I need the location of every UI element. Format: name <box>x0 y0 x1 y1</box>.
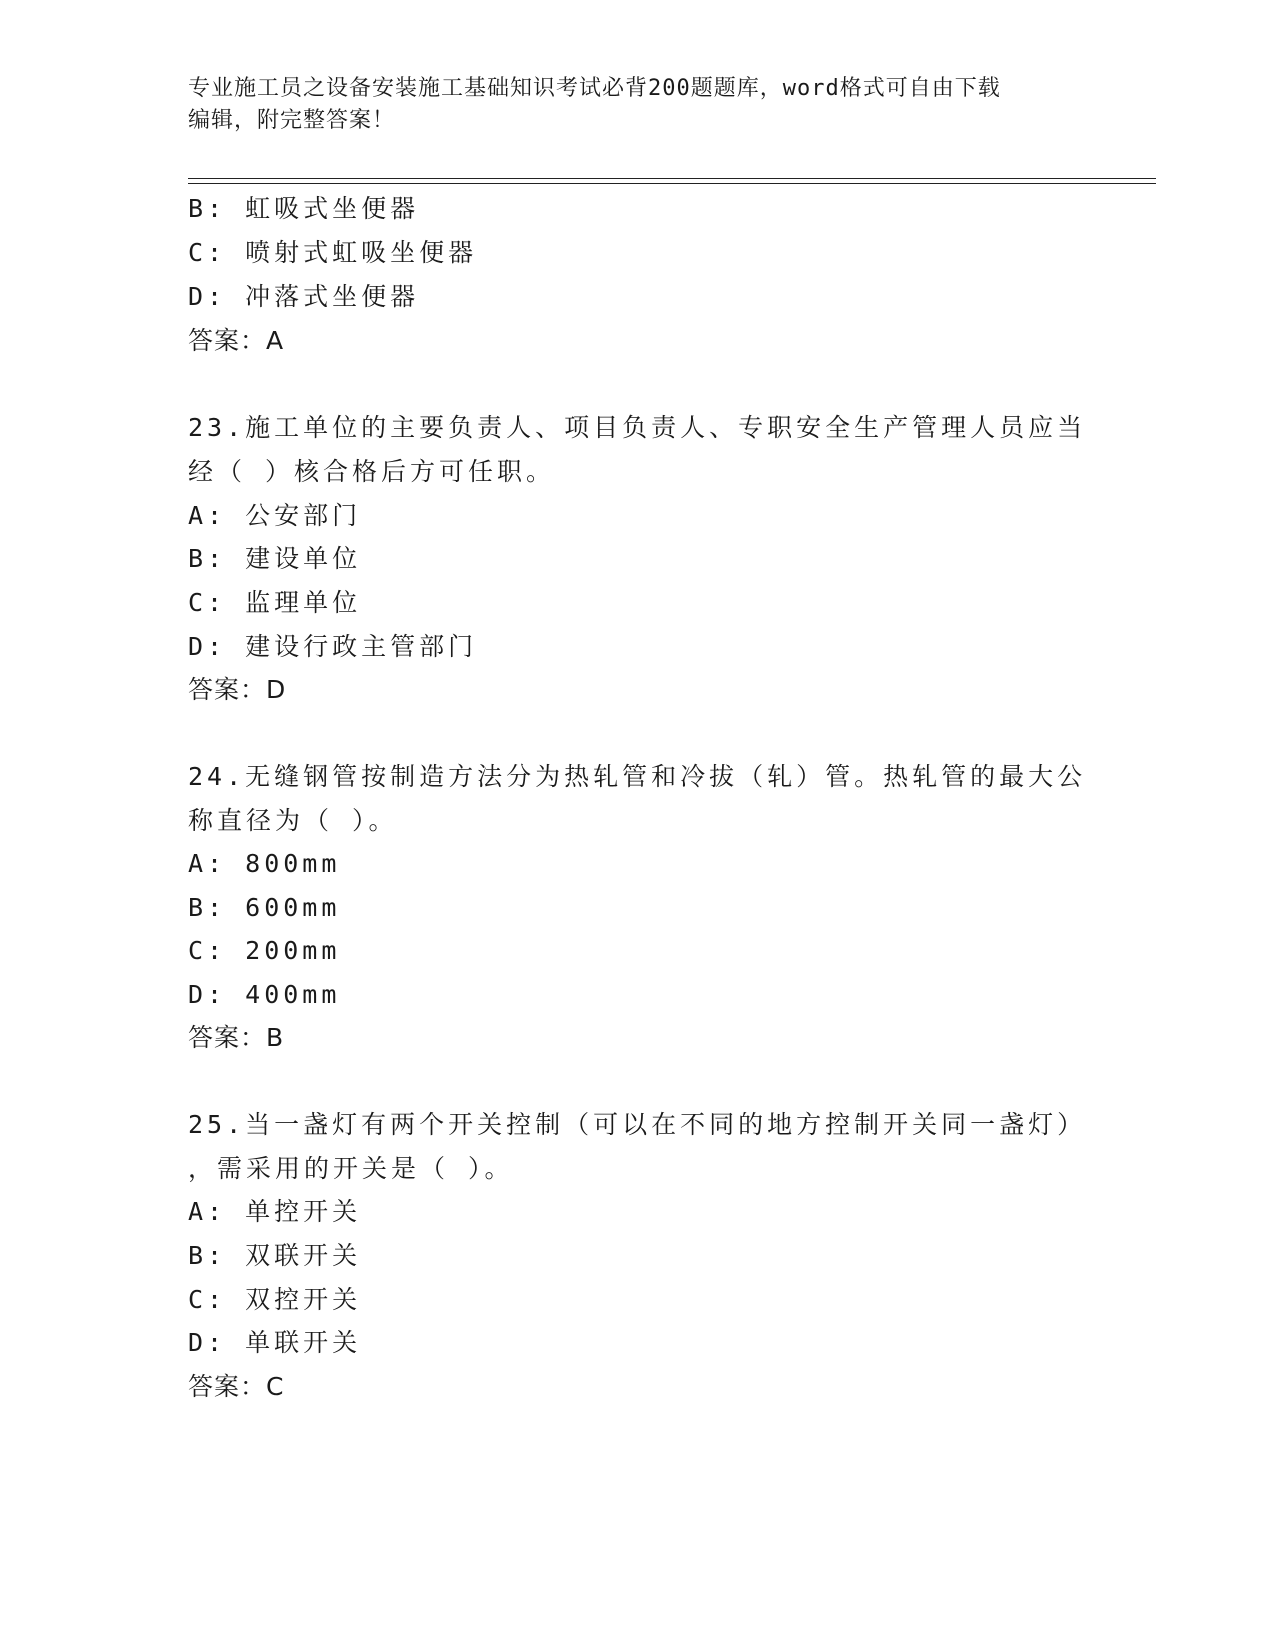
q23-stem-line-1: 23.施工单位的主要负责人、项目负责人、专职安全生产管理人员应当 <box>188 413 1087 442</box>
q24-option-b: B: 600mm <box>188 893 341 922</box>
q24-stem-line-1: 24.无缝钢管按制造方法分为热轧管和冷拔（轧）管。热轧管的最大公 <box>188 762 1087 791</box>
q22-option-c: C: 喷射式虹吸坐便器 <box>188 238 478 267</box>
header-divider-bottom <box>188 183 1156 184</box>
q23-stem-line-2: 经（ ）核合格后方可任职。 <box>188 457 556 486</box>
q25-option-c: C: 双控开关 <box>188 1285 362 1314</box>
q22-option-b: B: 虹吸式坐便器 <box>188 194 420 223</box>
q23-option-c: C: 监理单位 <box>188 588 362 617</box>
q25-option-a: A: 单控开关 <box>188 1197 362 1226</box>
header-line-1: 专业施工员之设备安装施工基础知识考试必背200题题库，word格式可自由下载 <box>188 76 1001 101</box>
q25-stem-line-1: 25.当一盏灯有两个开关控制（可以在不同的地方控制开关同一盏灯） <box>188 1110 1087 1139</box>
q23-answer: 答案：D <box>188 675 287 704</box>
q23-option-a: A: 公安部门 <box>188 501 362 530</box>
q24-stem-line-2: 称直径为（ ）。 <box>188 806 398 835</box>
q25-option-b: B: 双联开关 <box>188 1241 362 1270</box>
q24-option-c: C: 200mm <box>188 936 341 965</box>
q24-option-d: D: 400mm <box>188 980 341 1009</box>
q23-option-d: D: 建设行政主管部门 <box>188 632 478 661</box>
q24-answer: 答案：B <box>188 1023 285 1052</box>
q25-answer: 答案：C <box>188 1372 285 1401</box>
q24-option-a: A: 800mm <box>188 849 341 878</box>
q22-answer: 答案：A <box>188 326 285 355</box>
header-line-2: 编辑，附完整答案！ <box>188 108 396 133</box>
document-header <box>188 73 1088 137</box>
q23-option-b: B: 建设单位 <box>188 544 362 573</box>
header-divider-top <box>188 178 1156 179</box>
q22-option-d: D: 冲落式坐便器 <box>188 282 420 311</box>
q25-option-d: D: 单联开关 <box>188 1328 362 1357</box>
q25-stem-line-2: ，需采用的开关是（ ）。 <box>188 1154 514 1183</box>
